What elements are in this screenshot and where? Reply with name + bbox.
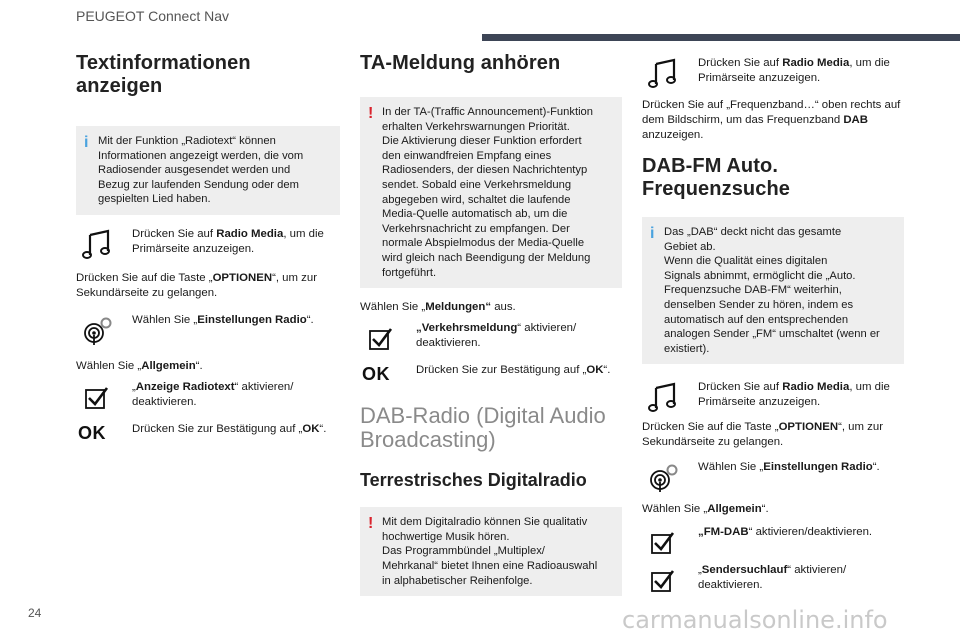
- text: Wählen Sie „: [642, 503, 708, 516]
- step-text: Wählen Sie „: [132, 313, 198, 326]
- checkbox-icon: [362, 323, 402, 353]
- music-note-icon: [78, 229, 118, 259]
- header-bar: [482, 34, 960, 41]
- subtitle-terrestrial: Terrestrisches Digitalradio: [360, 470, 587, 491]
- section-title-ta: TA-Meldung anhören: [360, 52, 561, 74]
- info-note-radiotext: [76, 126, 340, 215]
- step-confirm-ok: [360, 363, 622, 385]
- text: Drücken Sie auf die Taste „: [642, 421, 779, 434]
- info-icon: i: [84, 134, 89, 151]
- music-note-icon: [644, 382, 684, 412]
- warning-icon: !: [368, 105, 374, 122]
- column-1: [76, 52, 340, 443]
- step-text: , um die Primärseite anzuzeigen.: [698, 57, 890, 84]
- step-text: Drücken Sie auf: [132, 227, 217, 240]
- warning-icon: !: [368, 515, 374, 533]
- step-settings-radio: [76, 313, 340, 353]
- step-bold: „FM-DAB: [698, 526, 749, 539]
- step-bold: Radio Media: [782, 381, 850, 394]
- paragraph-optionen: [76, 271, 340, 301]
- step-bold: Sendersuchlauf: [701, 564, 788, 577]
- step-text: Drücken Sie auf: [698, 57, 783, 69]
- text: Drücken Sie auf die Taste „: [76, 271, 213, 284]
- text: “, um zur Sekundärseite zu gelangen.: [642, 421, 883, 449]
- page-number: 24: [28, 606, 42, 620]
- text: Wählen Sie „: [76, 359, 142, 372]
- warning-note-ta: [360, 97, 622, 288]
- step-settings-radio: [642, 460, 904, 498]
- step-bold: Einstellungen Radio: [763, 461, 873, 474]
- step-text: „: [132, 380, 136, 393]
- step-radiotext-toggle: [76, 380, 340, 410]
- step-traffic-toggle: [360, 321, 622, 351]
- step-text: “.: [319, 422, 327, 435]
- paragraph-allgemein: [76, 359, 340, 374]
- warning-note-dab: [360, 507, 622, 596]
- section-title-textinfo: Textinformationen anzeigen: [76, 52, 251, 97]
- checkbox-icon: [644, 527, 684, 557]
- ok-icon: OK: [78, 422, 106, 443]
- checkbox-icon: [644, 565, 684, 595]
- radio-settings-icon: [644, 462, 684, 492]
- text: Wählen Sie „: [360, 301, 426, 314]
- note-text: Mit der Funktion „Radiotext“ können Informationen angezeigt werden, die vom Radiosender ausgesendet werden und Bezug zur laufenden Sendung oder dem gespielten Lied haben.: [98, 135, 304, 206]
- step-text: “ aktivieren/ deaktivieren.: [132, 380, 294, 408]
- text: anzuzeigen.: [642, 129, 704, 141]
- bold-text: DAB: [843, 114, 869, 126]
- step-bold: Anzeige Radiotext: [135, 380, 235, 393]
- step-text: “ aktivieren/ deaktivieren.: [416, 322, 577, 350]
- bold-text: OPTIONEN: [778, 421, 839, 434]
- paragraph-frequenzband: [642, 98, 904, 143]
- checkbox-icon: [78, 382, 118, 412]
- step-confirm-ok: [76, 422, 340, 443]
- step-fm-dab-toggle: [642, 525, 904, 559]
- text: Drücken Sie auf „Frequenzband…“ oben rechts auf dem Bildschirm, um das Frequenzband: [642, 99, 901, 126]
- text: “, um zur Sekundärseite zu gelangen.: [76, 271, 317, 299]
- column-3: [642, 56, 904, 593]
- paragraph-meldungen: [360, 300, 622, 315]
- text: “.: [195, 359, 203, 372]
- step-bold: OK: [302, 422, 320, 435]
- column-2: [360, 52, 622, 596]
- info-icon: i: [650, 225, 655, 242]
- step-radio-media: [642, 56, 904, 86]
- step-text: „: [698, 564, 702, 577]
- step-station-search-toggle: [642, 563, 904, 593]
- bold-text: Meldungen“: [425, 301, 492, 314]
- section-title-dab: DAB-Radio (Digital Audio Broadcasting): [360, 403, 606, 453]
- step-bold: Radio Media: [216, 227, 284, 240]
- info-note-dab-fm: [642, 217, 904, 364]
- step-text: , um die Primärseite anzuzeigen.: [698, 381, 890, 409]
- note-text: Mit dem Digitalradio können Sie qualitativ hochwertige Musik hören. Das Programmbündel „Multiplex/ Mehrkanal“ bietet Ihnen eine Radioauswahl in alphabetischer Reihenfolge.: [382, 516, 598, 587]
- step-text: Drücken Sie auf: [698, 381, 783, 394]
- step-text: Drücken Sie zur Bestätigung auf „: [416, 364, 587, 377]
- paragraph-optionen: [642, 420, 904, 450]
- paragraph-allgemein: [642, 502, 904, 517]
- step-radio-media: [642, 380, 904, 410]
- step-text: Drücken Sie zur Bestätigung auf „: [132, 422, 303, 435]
- step-text: “.: [872, 461, 880, 474]
- step-radio-media: [76, 227, 340, 257]
- header-brand: PEUGEOT Connect Nav: [76, 8, 230, 24]
- note-text: In der TA-(Traffic Announcement)-Funktion erhalten Verkehrswarnungen Priorität. Die Aktivierung dieser Funktion erfordert den einwandfreien Empfang eines Radiosenders, der diesen Nachrichtentyp sendet. Sobald eine Verkehrsmeldung abgegeben wird, schaltet die laufende Media-Quelle automatisch ab, um die Verkehrsnachricht zu empfangen. Der normale Abspielmodus der Media-Quelle wird gleich nach Beendigung der Meldung fortgeführt.: [382, 106, 593, 279]
- bold-text: Allgemein: [141, 359, 196, 372]
- bold-text: Allgemein: [707, 503, 762, 516]
- text: “.: [761, 503, 769, 516]
- watermark: carmanualsonline.info: [622, 606, 888, 634]
- bold-text: OPTIONEN: [212, 271, 273, 284]
- step-text: “.: [306, 313, 314, 326]
- note-text: Das „DAB“ deckt nicht das gesamte Gebiet ab. Wenn die Qualität eines digitalen Signals abnimmt, ermöglicht die „Auto. Frequenzsuche DAB-FM“ weiterhin, denselben Sender zu hören, indem es automatisch auf den entsprechenden analogen Sender „FM“ umschaltet (wenn er existiert).: [664, 226, 880, 355]
- step-text: “.: [603, 364, 611, 377]
- step-bold: OK: [586, 364, 604, 377]
- music-note-icon: [644, 58, 684, 88]
- ok-icon: OK: [362, 364, 390, 385]
- step-bold: Einstellungen Radio: [197, 313, 307, 326]
- text: aus.: [491, 301, 516, 314]
- radio-settings-icon: [78, 315, 118, 345]
- step-bold: „Verkehrsmeldung: [416, 322, 518, 335]
- step-text: Wählen Sie „: [698, 461, 764, 474]
- step-text: , um die Primärseite anzuzeigen.: [132, 227, 324, 255]
- step-bold: Radio Media: [782, 57, 850, 69]
- step-text: “ aktivieren/deaktivieren.: [748, 526, 873, 539]
- step-text: “ aktivieren/ deaktivieren.: [698, 564, 847, 592]
- section-title-dab-fm: DAB-FM Auto. Frequenzsuche: [642, 155, 790, 200]
